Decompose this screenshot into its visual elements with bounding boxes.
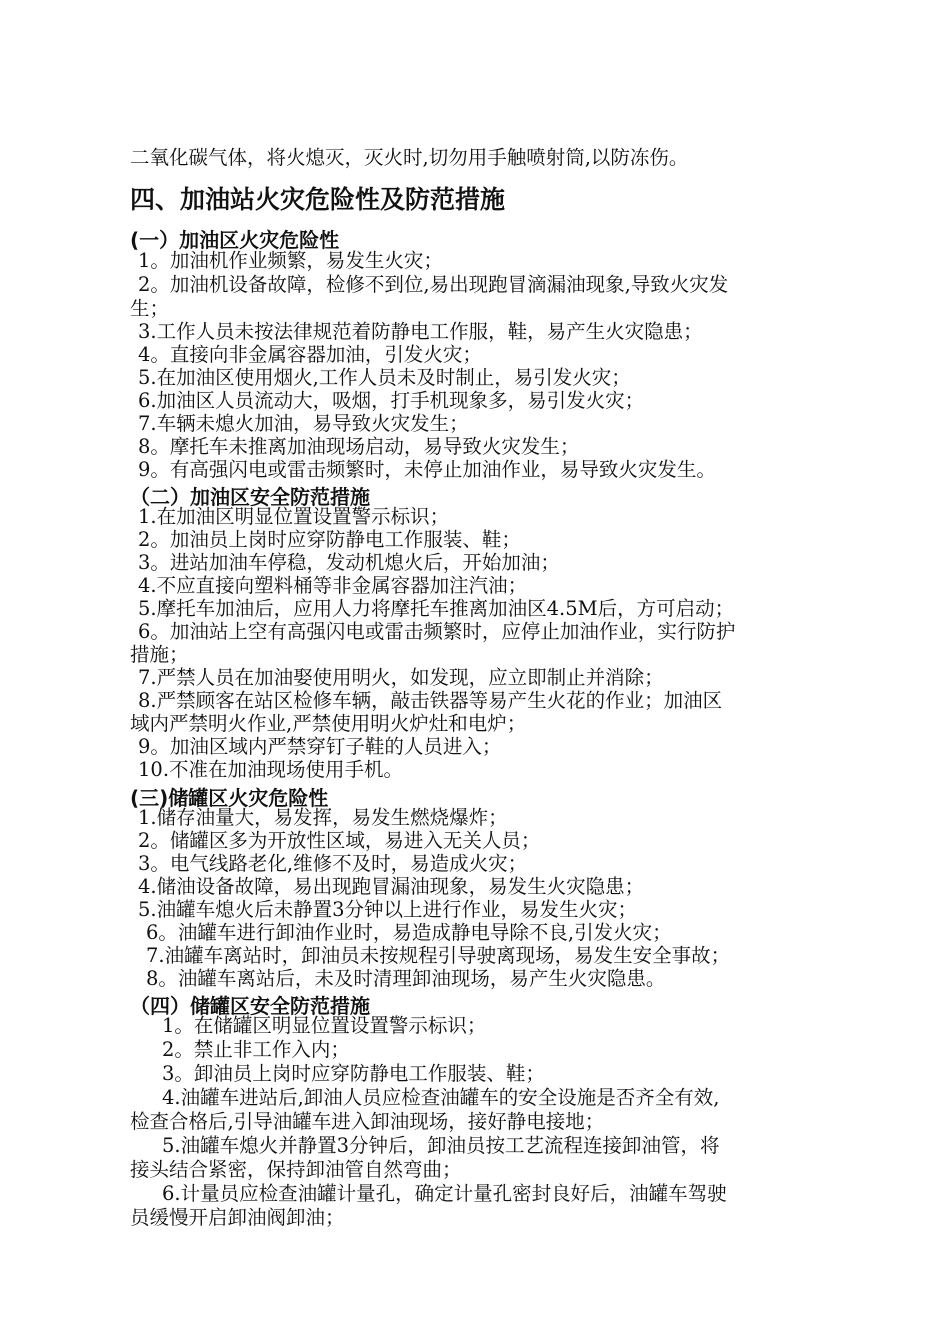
list-item: 6.计量员应检查油罐计量孔，确定计量孔密封良好后，油罐车驾驶: [162, 1182, 727, 1205]
list-item: 2。储罐区多为开放性区域，易进入无关人员；: [138, 829, 541, 852]
list-item-continuation: 接头结合紧密，保持卸油管自然弯曲；: [130, 1158, 462, 1181]
list-item-continuation: 措施；: [130, 643, 189, 666]
list-item: 4.不应直接向塑料桶等非金属容器加注汽油；: [138, 574, 528, 597]
subsection-3-title: (三)储罐区火灾危险性: [130, 786, 329, 810]
section-heading: 四、加油站火灾危险性及防范措施: [130, 185, 506, 214]
list-item: 8。油罐车离站后，未及时清理卸油现场，易产生火灾隐患。: [146, 967, 666, 990]
list-item: 8.严禁顾客在站区检修车辆，敲击铁器等易产生火花的作业；加油区: [138, 689, 723, 712]
list-item: 5.油罐车熄火后未静置3分钟以上进行作业，易发生火灾；: [138, 898, 638, 921]
list-item: 3.工作人员未按法律规范着防静电工作服，鞋，易产生火灾隐患；: [138, 320, 703, 343]
list-item: 3。卸油员上岗时应穿防静电工作服装、鞋；: [162, 1062, 545, 1085]
subsection-4-title: （四）储罐区安全防范措施: [130, 994, 370, 1018]
list-item: 1。在储罐区明显位置设置警示标识；: [162, 1014, 487, 1037]
list-item: 3。进站加油车停稳，发动机熄火后，开始加油；: [138, 551, 560, 574]
list-item: 6。加油站上空有高强闪电或雷击频繁时，应停止加油作业，实行防护: [138, 620, 736, 643]
list-item: 9。加油区域内严禁穿钉子鞋的人员进入；: [138, 735, 502, 758]
list-item: 6.加油区人员流动大，吸烟，打手机现象多，易引发火灾；: [138, 389, 645, 412]
list-item: 5.油罐车熄火并静置3分钟后，卸油员按工艺流程连接卸油管，将: [162, 1134, 720, 1157]
list-item: 1.在加油区明显位置设置警示标识；: [138, 505, 450, 528]
list-item-continuation: 域内严禁明火作业,严禁使用明火炉灶和电炉；: [130, 712, 527, 735]
list-item: 6。油罐车进行卸油作业时，易造成静电导除不良,引发火灾；: [146, 921, 672, 944]
list-item: 7.严禁人员在加油娶使用明火，如发现，应立即制止并消除；: [138, 666, 664, 689]
list-item: 2。加油机设备故障，检修不到位,易出现跑冒滴漏油现象,导致火灾发: [138, 273, 729, 296]
list-item: 5.在加油区使用烟火,工作人员未及时制止，易引发火灾；: [138, 366, 631, 389]
subsection-2-title: （二）加油区安全防范措施: [130, 485, 370, 509]
list-item: 1.储存油量大，易发挥，易发生燃烧爆炸；: [138, 806, 508, 829]
list-item: 7.车辆未熄火加油，易导致火灾发生；: [138, 412, 469, 435]
list-item: 4。直接向非金属容器加油，引发火灾；: [138, 343, 482, 366]
list-item: 2。禁止非工作入内；: [162, 1038, 350, 1061]
list-item-continuation: 生；: [130, 297, 170, 320]
list-item: 1。加油机作业频繁，易发生火灾；: [138, 249, 443, 272]
list-item: 7.油罐车离站时，卸油员未按规程引导驶离现场，易发生安全事故；: [146, 944, 731, 967]
list-item: 10.不准在加油现场使用手机。: [138, 758, 404, 781]
list-item: 4.油罐车进站后,卸油人员应检查油罐车的安全设施是否齐全有效,: [162, 1086, 720, 1109]
subsection-1-title: (一）加油区火灾危险性: [130, 228, 340, 252]
list-item: 9。有高强闪电或雷击频繁时，未停止加油作业，易导致火灾发生。: [138, 458, 716, 481]
list-item: 8。摩托车未推离加油现场启动，易导致火灾发生；: [138, 435, 580, 458]
list-item: 5.摩托车加油后，应用人力将摩托车推离加油区4.5M后，方可启动；: [138, 597, 735, 620]
list-item: 3。电气线路老化,维修不及时，易造成火灾；: [138, 852, 528, 875]
list-item: 4.储油设备故障，易出现跑冒漏油现象，易发生火灾隐患；: [138, 875, 645, 898]
intro-paragraph: 二氧化碳气体，将火熄灭，灭火时,切勿用手触喷射筒,以防冻伤。: [130, 146, 689, 169]
list-item: 2。加油员上岗时应穿防静电工作服装、鞋；: [138, 528, 521, 551]
list-item-continuation: 员缓慢开启卸油阀卸油；: [130, 1206, 345, 1229]
list-item-continuation: 检查合格后,引导油罐车进入卸油现场，接好静电接地；: [130, 1110, 605, 1133]
